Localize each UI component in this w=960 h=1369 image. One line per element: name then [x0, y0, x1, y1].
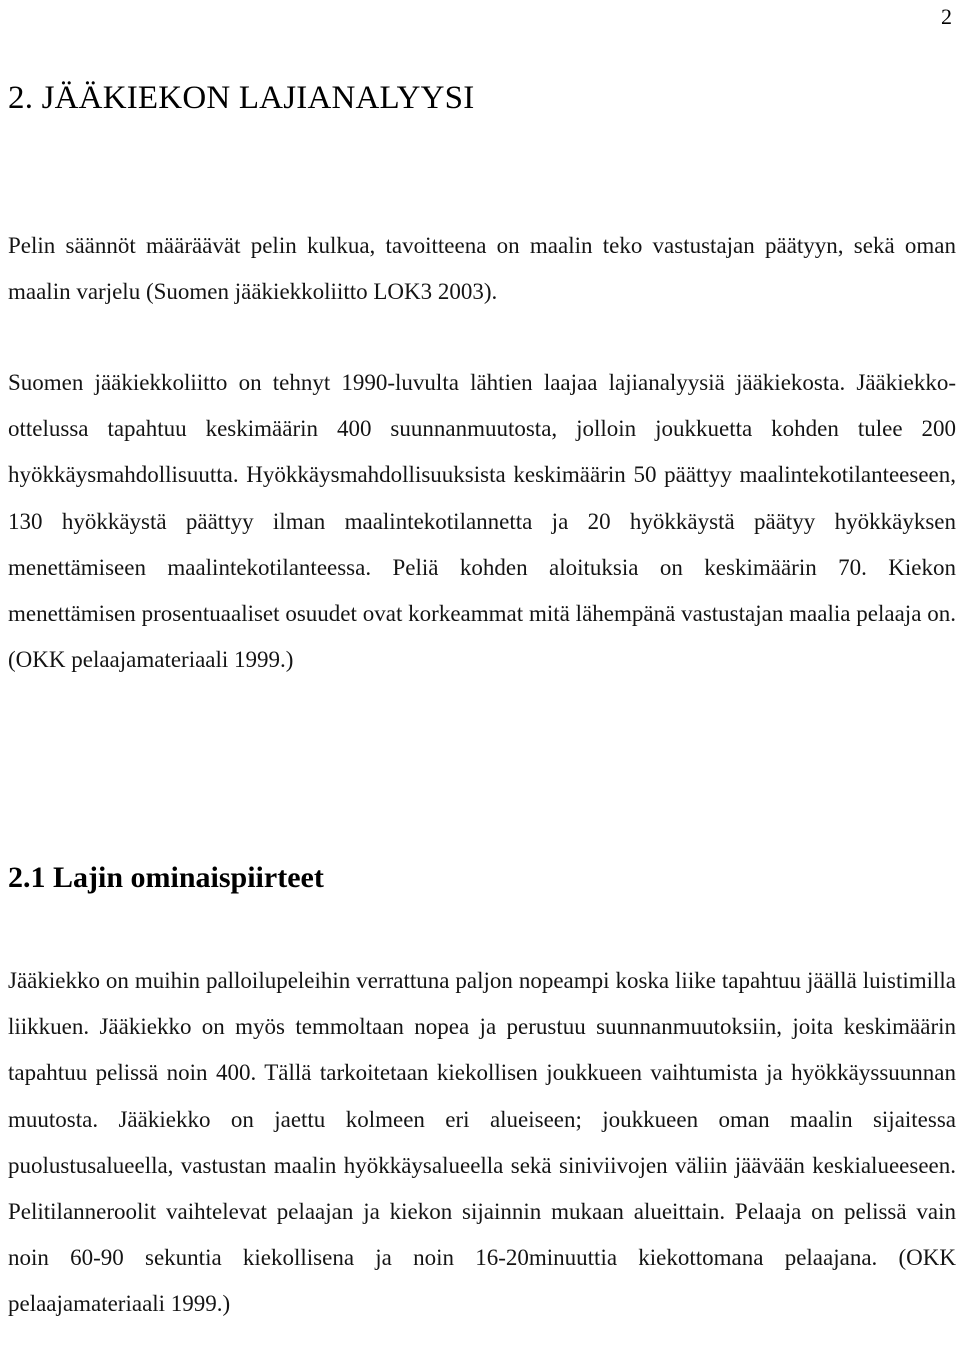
body-paragraph: Jääkiekko on muihin palloilupeleihin verrattuna paljon nopeampi koska liike tapahtuu jäällä luistimilla liikkuen. Jääkiekko on myös temmoltaan nopea ja perustuu suunnanmuutoksiin, joita keskimäärin tapahtuu pelissä noin 400. Tällä tarkoitetaan kiekollisen joukkueen vaihtumista ja hyökkäyssuunnan muutosta. Jääkiekko on jaettu kolmeen eri alueiseen; joukkueen oman maalin sijaitessa puolustusalueella, vastustan maalin hyökkäysalueella sekä siniviivojen väliin jäävään keskialueeseen. Pelitilanneroolit vaihtelevat pelaajan ja kiekon sijainnin mukaan alueittain. Pelaaja on pelissä vain noin 60-90 sekuntia kiekollisena ja noin 16-20minuuttia kiekottomana pelaajana. (OKK pelaajamateriaali 1999.) — [8, 968, 956, 1317]
page-number: 2 — [941, 4, 952, 29]
body-paragraph: Pelin säännöt määräävät pelin kulkua, tavoitteena on maalin teko vastustajan päätyyn, sekä oman maalin varjelu (Suomen jääkiekkoliitto LOK3 2003). — [8, 233, 956, 305]
chapter-title: 2. JÄÄKIEKON LAJIANALYYSI — [8, 80, 475, 116]
section-title: 2.1 Lajin ominaispiirteet — [8, 861, 324, 894]
body-paragraph: Suomen jääkiekkoliitto on tehnyt 1990-luvulta lähtien laajaa lajianalyysiä jääkiekosta. Jääkiekko-ottelussa tapahtuu keskimäärin 400 suunnanmuutosta, jolloin joukkuetta kohden tulee 200 hyökkäysmahdollisuutta. Hyökkäysmahdollisuuksista keskimäärin 50 päättyy maalintekotilanteeseen, 130 hyökkäystä päättyy ilman maalintekotilannetta ja 20 hyökkäystä päätyy hyökkäyksen menettämiseen maalintekotilanteessa. Peliä kohden aloituksia on keskimäärin 70. Kiekon menettämisen prosentuaaliset osuudet ovat korkeammat mitä lähempänä vastustajan maalia pelaaja on. (OKK pelaajamateriaali 1999.) — [8, 370, 956, 673]
